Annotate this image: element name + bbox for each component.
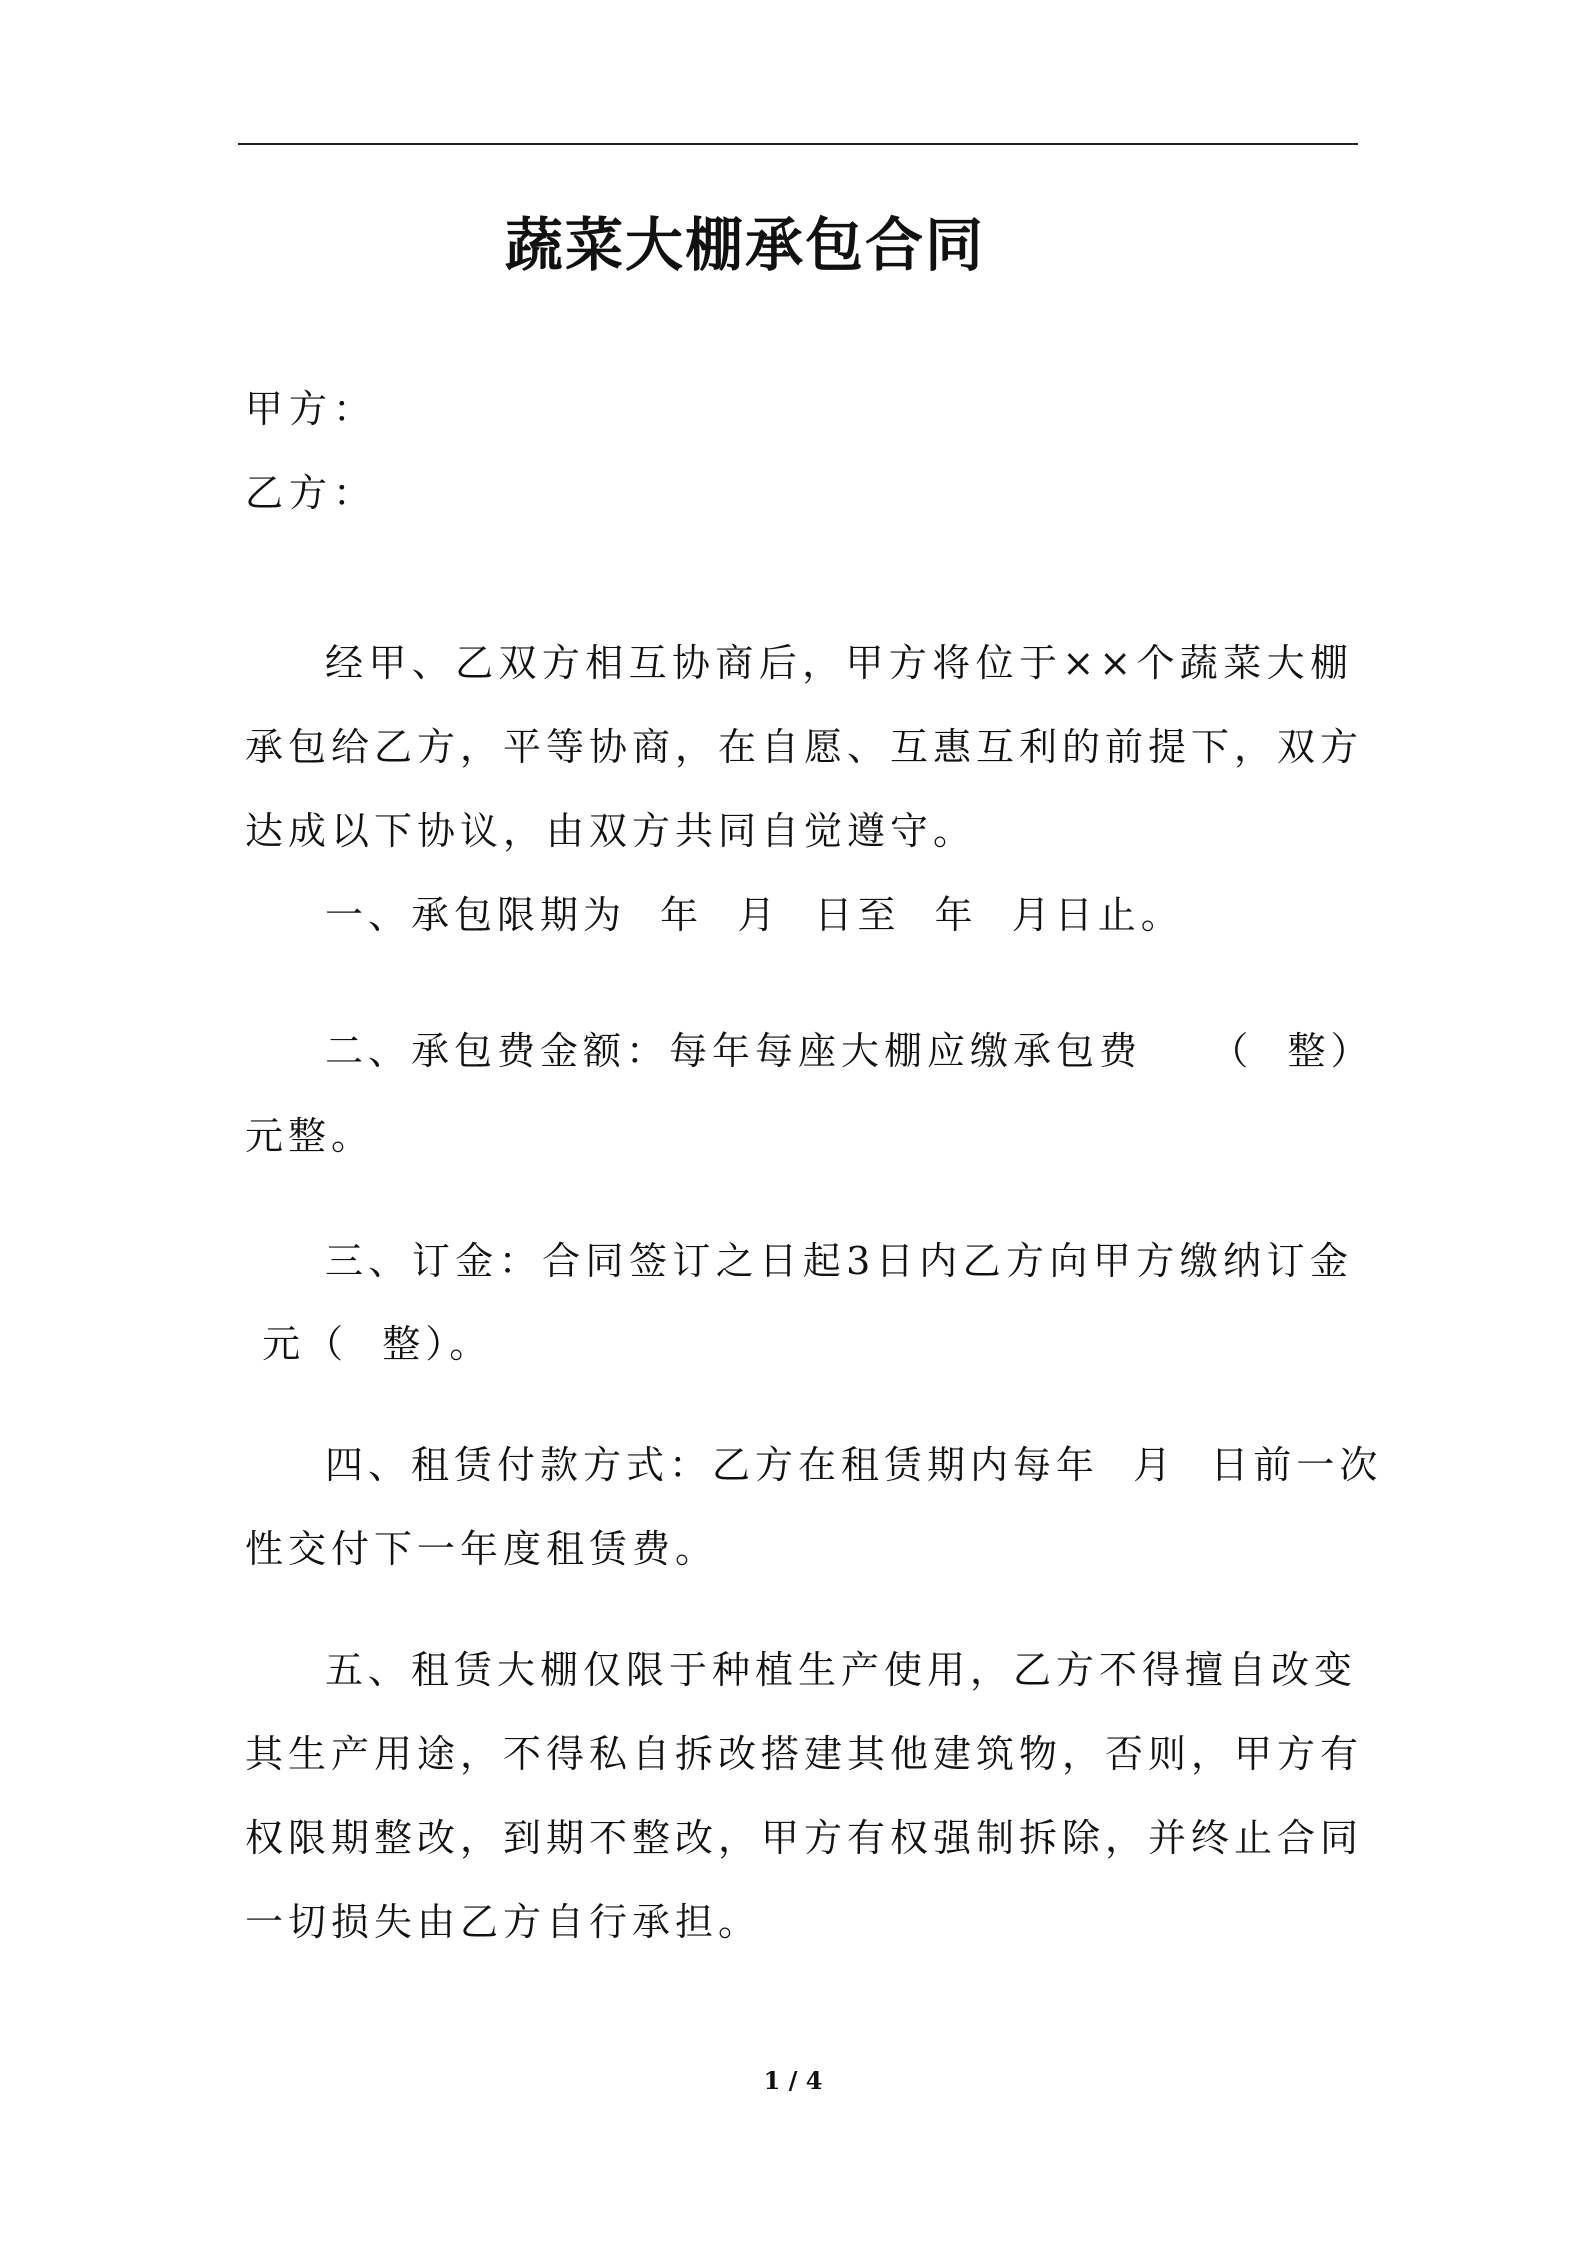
clause-3-line-1: 三、订金：合同签订之日起3日内乙方向甲方缴纳订金 <box>325 1239 1353 1283</box>
preamble-line-1: 经甲、乙双方相互协商后，甲方将位于××个蔬菜大棚 <box>325 641 1353 685</box>
document-title: 蔬菜大棚承包合同 <box>505 211 986 279</box>
clause-5-line-1: 五、租赁大棚仅限于种植生产使用，乙方不得擅自改变 <box>325 1648 1358 1692</box>
clause-5-line-2: 其生产用途，不得私自拆改搭建其他建筑物，否则，甲方有 <box>245 1732 1364 1776</box>
clause-5-line-4: 一切损失由乙方自行承担。 <box>245 1900 762 1944</box>
clause-4-line-1: 四、租赁付款方式：乙方在租赁期内每年 月 日前一次 <box>325 1443 1383 1487</box>
party-b-label: 乙方： <box>245 471 378 515</box>
clause-2-line-2: 元整。 <box>245 1114 375 1158</box>
clause-5-line-3: 权限期整改，到期不整改，甲方有权强制拆除，并终止合同 <box>245 1816 1364 1860</box>
page-number: 1 / 4 <box>763 2066 823 2095</box>
party-a-label: 甲方： <box>245 387 378 431</box>
clause-4-line-2: 性交付下一年度租赁费。 <box>245 1527 719 1571</box>
clause-1-line-1: 一、承包限期为 年 月 日至 年 月日止。 <box>325 893 1184 937</box>
preamble-line-2: 承包给乙方，平等协商，在自愿、互惠互利的前提下，双方 <box>245 725 1364 769</box>
clause-3-line-2: 元（ 整）。 <box>245 1322 493 1366</box>
clause-2-line-1: 二、承包费金额：每年每座大棚应缴承包费 （ 整） <box>325 1029 1374 1073</box>
header-rule <box>238 143 1358 145</box>
preamble-line-3: 达成以下协议，由双方共同自觉遵守。 <box>245 809 977 853</box>
